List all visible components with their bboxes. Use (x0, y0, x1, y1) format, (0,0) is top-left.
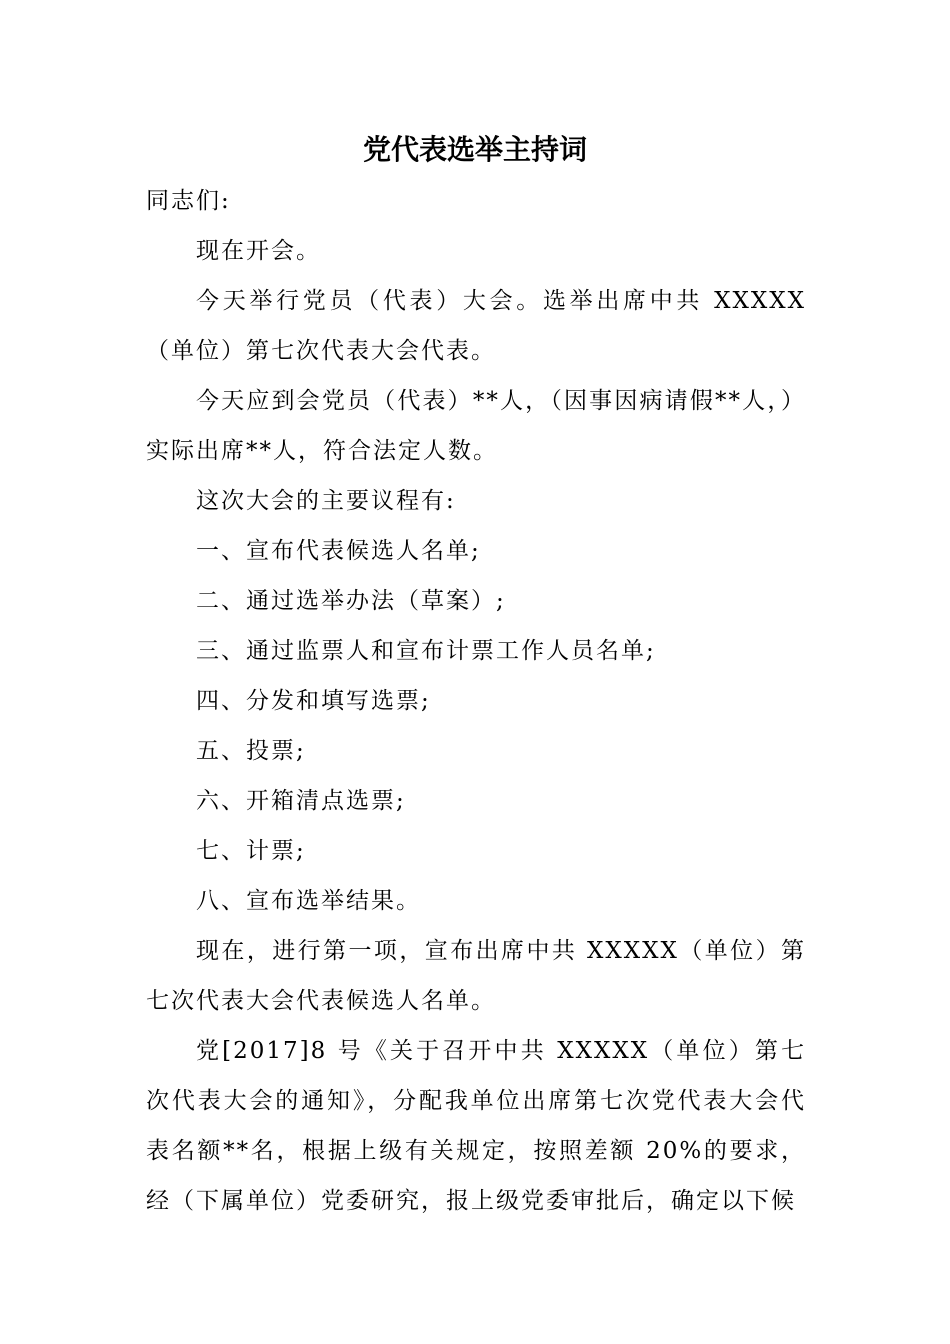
paragraph-meeting-purpose: 今天举行党员（代表）大会。选举出席中共 XXXXX（单位）第七次代表大会代表。 (146, 288, 806, 364)
greeting: 同志们: (146, 188, 231, 214)
agenda-item-1: 一、宣布代表候选人名单; (196, 538, 481, 564)
document-body (146, 176, 806, 1226)
document-title: 党代表选举主持词 (362, 133, 587, 166)
paragraph-first-item: 现在，进行第一项，宣布出席中共 XXXXX（单位）第七次代表大会代表候选人名单。 (146, 938, 806, 1014)
paragraph-agenda-intro: 这次大会的主要议程有: (196, 488, 456, 514)
agenda-item-6: 六、开箱清点选票; (196, 788, 406, 814)
agenda-item-4: 四、分发和填写选票; (196, 688, 431, 714)
agenda-item-2: 二、通过选举办法（草案）; (196, 588, 506, 614)
agenda-item-8: 八、宣布选举结果。 (196, 888, 421, 914)
agenda-item-5: 五、投票; (196, 738, 306, 764)
agenda-item-3: 三、通过监票人和宣布计票工作人员名单; (196, 638, 656, 664)
paragraph-open-meeting: 现在开会。 (196, 238, 321, 264)
paragraph-attendance: 今天应到会党员（代表）**人，（因事因病请假**人，）实际出席**人，符合法定人数。 (146, 388, 806, 464)
paragraph-notice-reference: 党[2017]8 号《关于召开中共 XXXXX（单位）第七次代表大会的通知》，分配我单位出席第七次党代表大会代表名额**名，根据上级有关规定，按照差额 20%的要求，经（下属单位）党委研究，报上级党委审批后，确定以下候 (146, 1038, 806, 1214)
agenda-item-7: 七、计票; (196, 838, 306, 864)
